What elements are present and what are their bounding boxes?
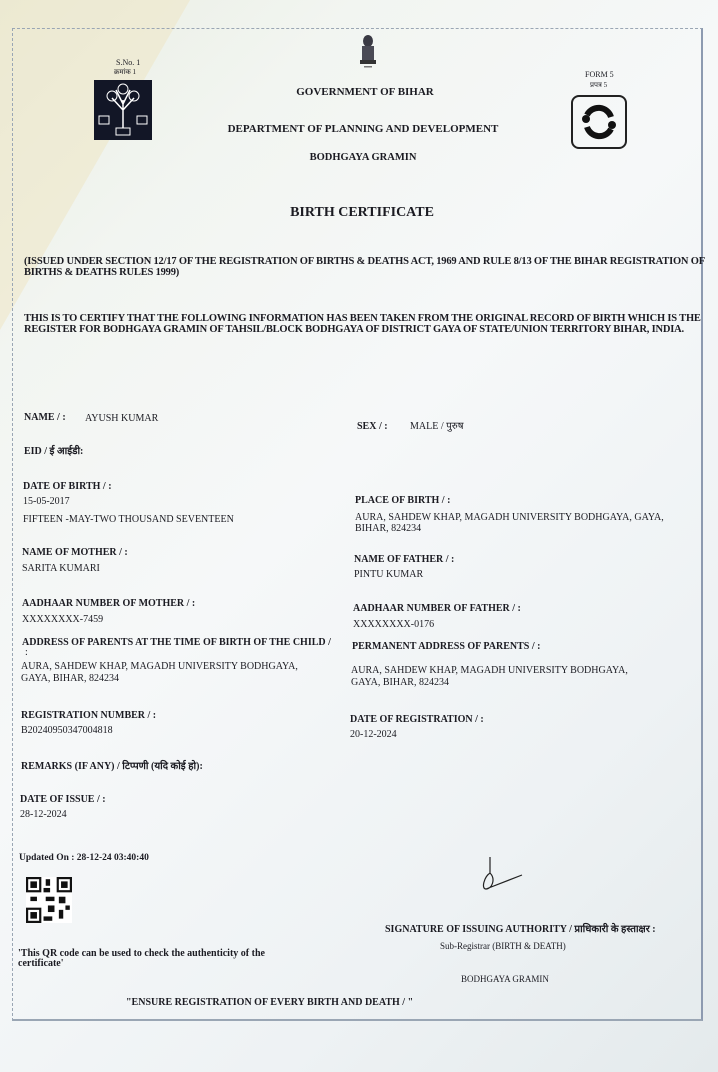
remarks-label: REMARKS (IF ANY) / टिप्पणी (यदि कोई हो): <box>21 761 203 772</box>
aadhaar-mother-label: AADHAAR NUMBER OF MOTHER / : <box>22 598 196 609</box>
form-number-hindi: प्रपत्र 5 <box>590 81 608 89</box>
registration-logo-icon <box>573 97 625 147</box>
pob-line1: AURA, SAHDEW KHAP, MAGADH UNIVERSITY BODHGAYA, GAYA, <box>355 512 664 523</box>
certify-text: THIS IS TO CERTIFY THAT THE FOLLOWING INFORMATION HAS BEEN TAKEN FROM THE ORIGINAL RECORD OF BIRTH WHICH IS THE REGISTER FOR BODHGAYA GRAMIN OF TAHSIL/BLOCK BODHGAYA OF DISTRICT GAYA OF STATE/UNION TERRITORY BIHAR, INDIA. <box>24 313 701 335</box>
qr-code[interactable] <box>26 877 72 923</box>
father-value: PINTU KUMAR <box>354 569 424 580</box>
sex-label: SEX / : <box>357 421 388 432</box>
address-permanent-line2: GAYA, BIHAR, 824234 <box>351 677 449 688</box>
aadhaar-father-label: AADHAAR NUMBER OF FATHER / : <box>353 603 521 614</box>
aadhaar-father-value: XXXXXXXX-0176 <box>353 619 435 630</box>
address-birth-label: ADDRESS OF PARENTS AT THE TIME OF BIRTH OF THE CHILD / <box>22 637 331 648</box>
address-birth-line2: GAYA, BIHAR, 824234 <box>21 673 119 684</box>
address-permanent-line1: AURA, SAHDEW KHAP, MAGADH UNIVERSITY BODHGAYA, <box>351 665 628 676</box>
registration-logo <box>571 95 627 149</box>
national-emblem-icon <box>358 33 378 71</box>
pob-label: PLACE OF BIRTH / : <box>355 495 451 506</box>
bihar-logo <box>94 80 152 140</box>
bodhi-tree-icon <box>94 80 152 140</box>
government-heading: GOVERNMENT OF BIHAR <box>296 86 434 98</box>
name-value: AYUSH KUMAR <box>85 413 159 424</box>
issue-date-value: 28-12-2024 <box>20 809 67 820</box>
signature-label: SIGNATURE OF ISSUING AUTHORITY / प्राधिकारी के हस्ताक्षर : <box>385 924 656 935</box>
qr-note-line2: certificate' <box>18 958 64 969</box>
address-permanent-label: PERMANENT ADDRESS OF PARENTS / : <box>352 641 541 652</box>
issued-under-text: (ISSUED UNDER SECTION 12/17 OF THE REGISTRATION OF BIRTHS & DEATHS ACT, 1969 AND RULE 8/13 OF THE BIHAR REGISTRATION OF BIRTHS & DEATHS RULES 1999) <box>24 256 705 278</box>
address-birth-colon: : <box>25 647 28 658</box>
qr-note-line1: 'This QR code can be used to check the authenticity of the <box>18 948 265 959</box>
signature-office: BODHGAYA GRAMIN <box>461 974 549 984</box>
form-number: FORM 5 <box>585 70 614 79</box>
registration-number-label: REGISTRATION NUMBER / : <box>21 710 157 721</box>
pob-line2: BIHAR, 824234 <box>355 523 422 534</box>
slogan: "ENSURE REGISTRATION OF EVERY BIRTH AND DEATH / " <box>126 997 414 1008</box>
dob-label: DATE OF BIRTH / : <box>23 481 112 492</box>
registration-date-label: DATE OF REGISTRATION / : <box>350 714 484 725</box>
registration-number-value: B20240950347004818 <box>21 725 113 736</box>
document-title: BIRTH CERTIFICATE <box>290 205 434 220</box>
mother-value: SARITA KUMARI <box>22 563 100 574</box>
name-label: NAME / : <box>24 412 66 423</box>
office-heading: BODHGAYA GRAMIN <box>309 152 417 163</box>
father-label: NAME OF FATHER / : <box>354 554 455 565</box>
updated-on: Updated On : 28-12-24 03:40:40 <box>19 853 149 863</box>
eid-label: EID / ई आईडी: <box>24 446 84 457</box>
aadhaar-mother-value: XXXXXXXX-7459 <box>22 614 104 625</box>
address-birth-line1: AURA, SAHDEW KHAP, MAGADH UNIVERSITY BODHGAYA, <box>21 661 298 672</box>
sex-value: MALE / पुरुष <box>410 421 464 432</box>
sno-hindi: क्रमांक 1 <box>114 68 137 76</box>
issue-date-label: DATE OF ISSUE / : <box>20 794 106 805</box>
signature-role: Sub-Registrar (BIRTH & DEATH) <box>440 941 566 951</box>
dob-words: FIFTEEN -MAY-TWO THOUSAND SEVENTEEN <box>23 514 234 525</box>
sno-label: S.No. 1 <box>116 58 141 67</box>
department-heading: DEPARTMENT OF PLANNING AND DEVELOPMENT <box>227 123 499 135</box>
registration-date-value: 20-12-2024 <box>350 729 397 740</box>
dob-value: 15-05-2017 <box>23 496 70 507</box>
signature-scribble <box>476 855 526 895</box>
mother-label: NAME OF MOTHER / : <box>22 547 128 558</box>
